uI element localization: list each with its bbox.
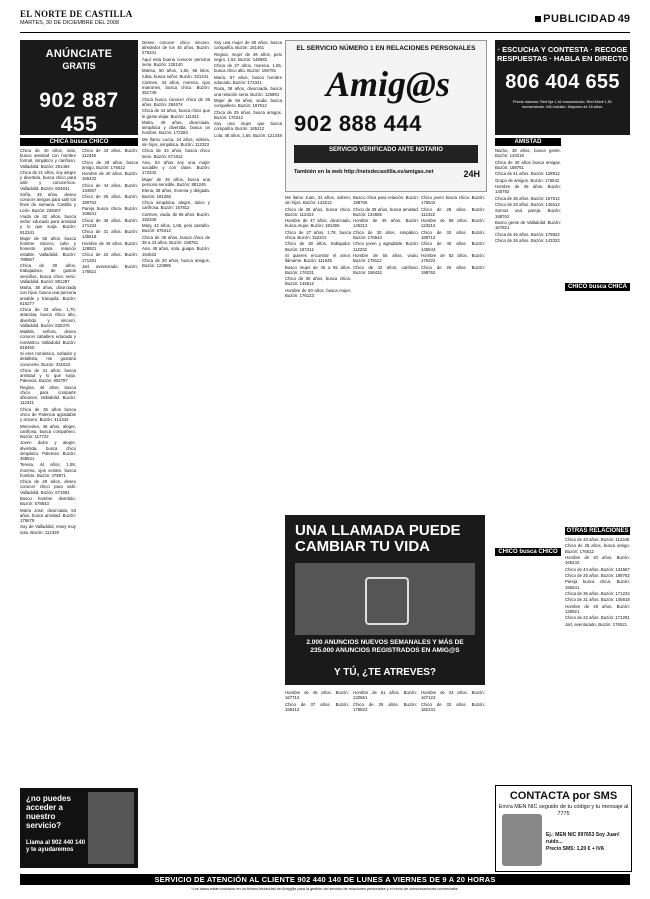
- section-header-amistad: AMISTAD: [495, 138, 561, 146]
- section-header-otras-relaciones: OTRAS RELACIONES: [566, 528, 629, 534]
- amigas-top: EL SERVICIO NÚMERO 1 EN RELACIONES PERSONALES: [296, 45, 476, 52]
- ad-entry: María José, divorciada, 53 años, busca amistad. Buzón: 175678: [20, 507, 76, 523]
- ad-line2: GRATIS: [62, 61, 96, 71]
- ad-entry: Chica de 36 años busca chico de Palencia agradable y sincero. Buzón: 412342: [20, 406, 76, 423]
- ad-entry: Chico de 33 años. Buzón: 145612: [495, 201, 560, 207]
- ad-entry: Chico de 35 años, busca chica. Buzón: 112324: [285, 206, 351, 217]
- ad-entry: Hombre de 43 años. Buzón: 167123: [421, 690, 485, 701]
- ad-entry: Maria, 49 años, divorciada, simpática y divertida, busca un hombre. Buzón: 172284: [142, 119, 210, 136]
- ad-entry: Carmen, viuda, de 65 años. Buzón: 192348: [142, 211, 210, 222]
- ad-entry: Chica de 44 años, busca chico que le guste viajar. Buzón: 111342: [142, 108, 210, 119]
- ad-entry: Busco mujer de 40 a 55 años. Buzón: 176231: [285, 264, 351, 275]
- ads-column-7: [285, 690, 485, 870]
- ad-entry: Ana, 45 años, sola, guapa. Buzón: 164532: [142, 246, 210, 257]
- ad-amigas: [285, 40, 487, 192]
- ad-entry: Nacho, 38 años, busca gente. Buzón: 143218: [495, 148, 561, 159]
- section-header-chica-busca-chico: CHICA busca CHICO: [20, 138, 138, 146]
- ad-escucha: [495, 40, 630, 135]
- ad-entry: María, 57 años, busca hombre educado. Buzón: 172341: [214, 74, 282, 85]
- ads-column-2: [142, 40, 210, 830]
- ad-entry: Jarl, aventurado. Buzón: 176521: [82, 263, 138, 275]
- amigas-web: También en la web http://netsdecastilla.es/amigas.net: [294, 169, 434, 175]
- ad-entry: Si eres romántico, soñador y detallista, me gustaría conocerte. Buzón: 331622: [20, 351, 76, 367]
- amigas-bar: SERVICIO VERIFICADO ANTE NOTARIO: [294, 145, 478, 163]
- section-header-chico-busca-chica: CHICO busca CHICA: [565, 283, 630, 291]
- ad-entry: Hombre de 50 años, busca mujer. Buzón: 176123: [285, 287, 351, 298]
- ad-entry: Chico de 31 años. Buzón: 145618: [82, 229, 138, 240]
- publication-name: EL NORTE DE CASTILLA: [20, 9, 133, 19]
- ad-llamada: [285, 515, 485, 685]
- ad-entry: Chica de 30 años, busca amigos. Buzón: 123985: [142, 257, 210, 269]
- ad-entry: Chica de 29 años, deseo conocer chico para salir. Valladolid. Buzón: 671681: [20, 479, 76, 495]
- ad-entry: Hombre de 47 años, divorciado, busca mujer. Buzón: 181365: [285, 218, 351, 229]
- ad-entry: Chico de 22 años. Buzón: 171281: [565, 615, 630, 621]
- square-icon: [535, 16, 541, 22]
- ad-entry: Chica de 30 años busca amigas. Buzón: 188761: [495, 159, 561, 170]
- ad-entry: Chico de 28 años, busca amigo. Buzón: 176512: [82, 159, 138, 170]
- ad-entry: Chico de 44 años. Buzón: 134567: [82, 182, 138, 193]
- ad-entry: Chico de 32 años. Buzón: 182231: [421, 701, 485, 712]
- mobile-phone-icon: [502, 814, 542, 866]
- ad-entry: Hombre de 40 años. Buzón: 165432: [82, 171, 138, 182]
- sms-title: CONTACTA por SMS: [509, 790, 618, 802]
- ad-entry: Chico de 39 años, busca amistad. Buzón: 134565: [353, 206, 419, 217]
- ad-entry: Chica de 33 años, 1,70, atractiva, busca chico alto, divertido y sincero. Valladolid. Buzón: 825376: [20, 307, 76, 328]
- ad-entry: Chico de 31 años. Buzón: 145618: [565, 597, 630, 603]
- ad-entry: Busco hombre divertido. Buzón: 678543: [20, 495, 76, 507]
- ad-entry: Mujer de 66 años, viuda, busca compañero. Buzón: 167512: [214, 97, 282, 109]
- escucha-fine: Precio máximo: Red fija 1,16 euros/minuto. Red Móvil 1,51 euros/minuto. IVA incluido. Mayores de 18 años.: [513, 100, 612, 109]
- phone-icon: [365, 577, 409, 625]
- ad-entry: Regina, mujer de 49 años, pelo negro, 1,62. Buzón: 145682: [214, 51, 282, 62]
- footer-fine: *Los datos están incluidos en un fichero titularidad de Amig@s para la gestión del servicio de relaciones personales y el envío de comunicaciones comerciales.: [191, 887, 459, 891]
- ad-entry: Si quieres encontrar el amor, llámame. Buzón: 111645: [285, 252, 351, 264]
- ad-line1: ANÚNCIATE: [45, 48, 113, 60]
- ad-no-puedes-acceder: [20, 788, 138, 868]
- section-title: [535, 13, 616, 25]
- ad-entry: Marta, 38 años, divorciada con hijos, busca una persona amable y tranquila. Buzón: 616277: [20, 285, 76, 306]
- ad-entry: Chico joven busca chica. Buzón: 176542: [421, 195, 485, 206]
- ad-contacta-sms: [495, 785, 632, 872]
- ad-entry: Chico de 26 años. Buzón: 143322: [495, 237, 560, 243]
- ad-entry: Chica de 35 años. Buzón: 167812: [495, 195, 560, 201]
- ad-entry: Chica de 41 años, busca amistad y lo que surja. Palencia. Buzón: 902787: [20, 368, 76, 384]
- ad-entry: Hombre de 58 años. Buzón: 123212: [421, 218, 485, 229]
- ad-entry: Jarl, aventurado. Buzón: 176521: [565, 621, 628, 627]
- footer-banner: SERVICIO DE ATENCIÓN AL CLIENTE 902 440 140 DE LUNES A VIERNES DE 9 A 20 HORAS: [20, 874, 630, 885]
- ad-entry: Hombre de 52 años. Buzón: 176222: [421, 252, 485, 264]
- amigas-phone: 902 888 444: [294, 111, 422, 136]
- ad-entry: Chico de 30 años, simpático. Buzón: 176543: [353, 229, 419, 240]
- ads-column-1b: [82, 148, 138, 784]
- ad-entry: Chica de 40 años, sola, busca amistad con hombre formal, simpático y cariñoso. Valladolid. Buzón: 281494: [20, 148, 76, 169]
- ad-entry: Marisa, 50 años, 1,60, 65 kilos, rubia, busca señor. Buzón: 321341: [142, 68, 210, 79]
- girls-phone: Llama al 902 440 140 y te ayudaremos: [26, 840, 86, 853]
- ad-entry: Chica de 25 años, busca amigos. Buzón: 176312: [214, 109, 282, 120]
- ad-entry: Chico de 37 años. Buzón: 155412: [285, 701, 349, 712]
- ad-anunciate-gratis: [20, 40, 138, 135]
- ad-entry: Chico de 33 años. Buzón: 189712: [421, 229, 485, 240]
- ad-entry: Hombre de 49 años. Buzón: 128921: [565, 603, 630, 614]
- ad-entry: Chica simpática, alegre, dulce y cariñosa. Buzón: 167812: [142, 199, 210, 211]
- ad-entry: Chico de 42 años, cariñoso. Buzón: 156432: [353, 264, 419, 275]
- ad-entry: Me llamo Lucía, 44 años, soltera, sin hijos, simpática. Buzón: 112323: [142, 136, 210, 147]
- section-header-chico-busca-chico: CHICO busca CHICO: [495, 548, 561, 556]
- sms-example: [546, 832, 626, 853]
- ad-entry: Mujer de 55 años, busca hombre sincero, culto y honesto para relación estable. Valladolid. Buzón: 789567: [20, 236, 76, 262]
- ad-entry: Chico de 26 años. Buzón: 198762: [421, 264, 485, 275]
- ads-column-4: [285, 195, 351, 510]
- ad-entry: Hombre de 49 años. Buzón: 128921: [82, 240, 138, 251]
- ad-entry: Viuda de 62 años, busca señor educado para amistad y lo que surja. Buzón: 912341: [20, 214, 76, 235]
- ad-phone: 902 887 455: [39, 89, 119, 136]
- sms-text: Envía MEN NIC seguido de tu código y tu mensaje al 7775: [498, 804, 629, 817]
- ad-entry: Chico de 38 años, trabajador. Buzón: 187412: [285, 241, 351, 252]
- ad-entry: Chico de 33 años. Buzón: 112345: [565, 537, 630, 542]
- ad-entry: Chico de 40 años. Buzón: 145543: [421, 241, 485, 252]
- amigas-24h: 24H: [463, 169, 480, 179]
- ad-entry: Chico de 28 años. Buzón: 112322: [421, 206, 485, 217]
- escucha-phone: 806 404 655: [505, 71, 620, 93]
- ad-entry: Soy de Valladolid, estoy muy sola. Buzón: 112328: [20, 524, 76, 535]
- llamada-question: Y TÚ, ¿TE ATREVES?: [333, 667, 437, 678]
- ads-column-9: [565, 537, 630, 782]
- ad-entry: Matilde, señora, deseo conocer caballero educado y romántico. Valladolid. Buzón: 819450: [20, 329, 76, 350]
- ad-entry: Pareja busca chica. Buzón: 156541: [82, 205, 138, 217]
- ad-entry: Chico de 33 años. Buzón: 112345: [82, 148, 138, 159]
- ad-entry: Grupo de amigos. Buzón: 176542: [495, 177, 560, 183]
- ads-column-3: [214, 40, 282, 830]
- ad-entry: Busco chica para relación. Buzón: 198765: [353, 195, 419, 206]
- ad-entry: Mujer de 45 años, busca una persona sensible. Buzón: 881245: [142, 176, 210, 187]
- ad-entry: Pareja busca chica. Buzón: 156541: [565, 579, 630, 590]
- ad-entry: Mary, 42 años, 1,65, pelo castaño. Buzón: 675412: [142, 223, 210, 234]
- ad-entry: Chica de 30 años, trabajadora, de gustos sencillos, busca chico serio. Valladolid. Buzón: 881287: [20, 263, 76, 284]
- ad-entry: Joven dulce y alegre, divertida, busca chico simpático. Palencia. Buzón: 458521: [20, 440, 76, 461]
- ad-entry: Chico de 27 años, 1,78, busca chica. Buzón: 152341: [285, 229, 351, 240]
- girls-question: ¿no puedes acceder a nuestro servicio?: [26, 794, 71, 830]
- ad-entry: Chico joven y agradable. Buzón: 112232: [353, 241, 419, 252]
- ad-entry: Soy una mujer de 60 años, busca compañía. Buzón: 161461: [214, 40, 282, 51]
- page-header: [20, 8, 630, 33]
- ads-column-8: [495, 148, 561, 543]
- ad-entry: Chico de 29 años. Buzón: 178823: [353, 701, 417, 712]
- ads-column-5: [353, 195, 419, 510]
- ad-entry: Chica de 36 años. Buzón: 171234: [82, 217, 138, 228]
- ad-entry: Chico de 44 años. Buzón: 134567: [565, 566, 630, 572]
- page-number: 49: [617, 13, 630, 25]
- ad-entry: Soy una mujer que busca compañía. Buzón: 165212: [214, 121, 282, 132]
- ad-entry: Chico de 22 años. Buzón: 171281: [82, 252, 138, 263]
- ads-column-6: [421, 195, 485, 510]
- escucha-text: · ESCUCHA Y CONTESTA · RECOGE RESPUESTAS · HABLA EN DIRECTO: [496, 45, 629, 63]
- ad-entry: Chica de 36 años. Buzón: 171234: [565, 590, 630, 596]
- ad-entry: Lola, 48 años, 1,60. Buzón: 121348: [214, 132, 282, 138]
- ad-entry: Ana, 54 años soy una mujer sociable y con clase. Buzón: 172342: [142, 159, 210, 176]
- ad-entry: Chica de 46 años. Buzón: 178822: [495, 231, 560, 237]
- ad-entry: Chica busca conocer chico de 36 años. Buzón: 284674: [142, 96, 210, 107]
- ad-entry: Me llamo Juan, 31 años, soltero, sin hijos. Buzón: 143212: [285, 195, 351, 206]
- llamada-headline: UNA LLAMADA PUEDE CAMBIAR TU VIDA: [295, 522, 461, 555]
- llamada-image: [295, 563, 475, 635]
- llamada-sub: 2.000 ANUNCIOS NUEVOS SEMANALES Y MÁS DE 235.000 ANUNCIOS REGISTRADOS EN AMIG@S: [306, 639, 464, 654]
- ad-entry: Hombre de 45 años. Buzón: 145212: [353, 218, 419, 229]
- ad-entry: Chico de 30 años, busca chica. Buzón: 145612: [285, 276, 351, 287]
- publication-date: MARTES, 30 DE DICIEMBRE DEL 2008: [20, 20, 120, 26]
- ad-entry: Chica de 36 años, busca chico de 35 a 43 años. Buzón: 198761: [142, 234, 210, 245]
- sms-fine: Precio SMS: 1,20 € + IVA: [546, 846, 605, 852]
- ad-entry: Hombre de 40 años. Buzón: 165432: [565, 554, 630, 566]
- photo-girls: [88, 792, 134, 864]
- ad-entry: Hombre de 46 años. Buzón: 167712: [285, 690, 349, 701]
- ad-entry: Somos una pareja. Buzón: 198762: [495, 208, 561, 219]
- ad-entry: Regina, 46 años, busca chico para compartir aficiones. Valladolid. Buzón: 112341: [20, 384, 76, 406]
- ad-entry: Hombre de 55 años, viudo. Buzón: 178112: [353, 252, 419, 264]
- ad-entry: Hombre de 45 años. Buzón: 145782: [495, 183, 561, 195]
- ad-entry: Chico de 25 años. Buzón: 189762: [565, 572, 630, 578]
- ad-entry: Rosa, 38 años, divorciada, busca una relación seria. Buzón: 125891: [214, 86, 282, 97]
- sms-example-text: Ej.: MEN NIC 997653 Soy Juan! ruido...: [546, 832, 620, 845]
- ad-entry: Elena, 38 años, morena y delgada. Buzón: 181265: [142, 188, 210, 199]
- ad-entry: Hombre de 61 años. Buzón: 132561: [353, 690, 417, 701]
- amigas-brand: Amig@s: [326, 64, 450, 104]
- ad-entry: Chico de 25 años. Buzón: 189762: [82, 194, 138, 205]
- ad-entry: Aquí esta buena conocer persona seria. Buzón: 128140: [142, 56, 210, 67]
- ad-entry: Sofía, 45 años, deseo conocer amigos para salir los fines de semana. Castilla y León. Buzón: 228407: [20, 192, 76, 213]
- ad-entry: Chica de 41 años. Buzón: 128912: [495, 171, 560, 177]
- ad-entry: Teresa, 44 años, 1,58, morena, ojos verdes, busca hombre. Buzón: 478871: [20, 462, 76, 478]
- ad-entry: Carmen, 34 años, morena, ojos marrones, busca chico. Buzón: 351749: [142, 79, 210, 96]
- ad-entry: Chica de 27 años, morena, 1,65, busca chico alto. Buzón: 156781: [214, 63, 282, 74]
- section-label: PUBLICIDAD: [543, 13, 616, 25]
- ad-entry: Mercedes, 48 años, alegre, cariñosa, busca compañero. Buzón: 117722: [20, 423, 76, 439]
- ad-entry: Chica de 21 años, soy alegre y divertida, busca chico para salir y conocernos. Valladolid. Buzón: 604841: [20, 170, 76, 191]
- ad-entry: Deseo conocer chico sincero, alrededor de los 45 años. Buzón: 276341: [142, 40, 210, 56]
- ads-column-1: [20, 148, 76, 784]
- ad-entry: Chico de 28 años, busca amigo. Buzón: 176512: [565, 543, 630, 554]
- ad-entry: Chica de 34 años, busca chico serio. Buzón: 671812: [142, 148, 210, 159]
- ad-entry: Busco gente de Valladolid. Buzón: 167821: [495, 219, 561, 231]
